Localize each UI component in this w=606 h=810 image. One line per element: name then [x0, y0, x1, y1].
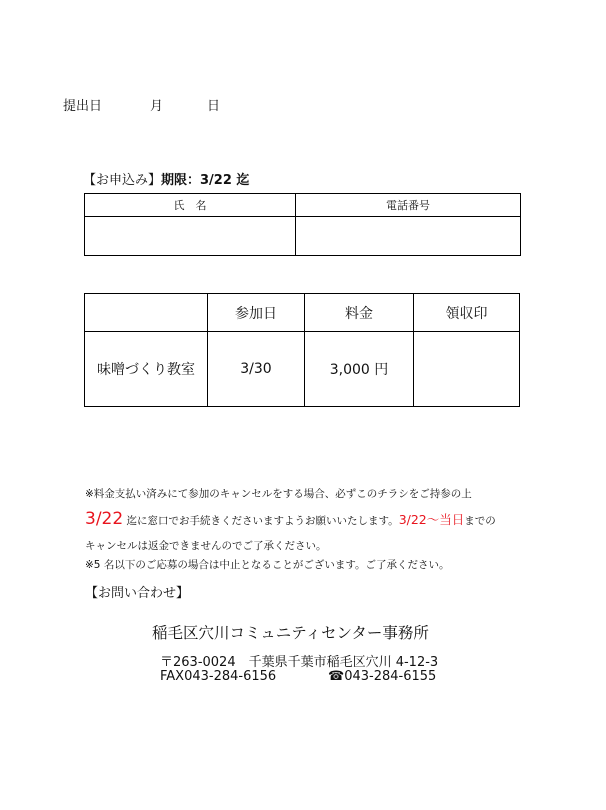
event-fee-cell: 3,000 円 — [305, 332, 414, 407]
org-name: 稲毛区穴川コミュニティセンター事務所 — [152, 624, 429, 642]
application-deadline: 期限：3/22 迄 — [161, 173, 250, 188]
name-cell[interactable] — [85, 217, 296, 256]
contact-table — [84, 193, 521, 256]
submission-month-label: 月 — [150, 99, 164, 114]
inquiry-label: 【お問い合わせ】 — [85, 586, 190, 601]
org-tel — [328, 669, 436, 684]
org-fax: FAX043-284-6156 — [160, 669, 277, 684]
application-heading — [83, 169, 249, 188]
phone-header: 電話番号 — [296, 194, 521, 217]
submission-day-label: 日 — [207, 99, 221, 114]
fee-header-blank — [85, 294, 208, 332]
fee-header-fee: 料金 — [305, 294, 414, 332]
org-address: 〒263-0024 千葉県千葉市稲毛区穴川 4-12-3 — [160, 655, 439, 670]
phone-cell[interactable] — [296, 217, 521, 256]
phone-icon: ☎ — [328, 669, 345, 684]
receipt-stamp-cell[interactable] — [414, 332, 520, 407]
event-name-cell: 味噌づくり教室 — [85, 332, 208, 407]
submission-date-label: 提出日 — [63, 99, 103, 114]
fee-header-stamp: 領収印 — [414, 294, 520, 332]
cancel-note-line4: ※5 名以下のご応募の場合は中止となることがございます。ご了承ください。 — [85, 559, 450, 571]
cancel-note-line2-mid: 迄に窓口でお手続きくださいますようお願いいたします。 — [123, 515, 399, 527]
fee-table — [84, 293, 520, 407]
cancel-note-line2-end: までの — [464, 515, 496, 527]
application-label: 【お申込み】 — [83, 173, 162, 188]
no-refund-period: 3/22～当日 — [398, 512, 465, 527]
cancel-note-line3: キャンセルは返金できませんのでご了承ください。 — [85, 540, 327, 552]
cancel-note-line1: ※料金支払い済みにて参加のキャンセルをする場合、必ずこのチラシをご持参の上 — [85, 488, 472, 500]
event-date-cell: 3/30 — [208, 332, 305, 407]
name-header: 氏 名 — [85, 194, 296, 217]
org-tel-number: 043-284-6155 — [344, 669, 437, 684]
cancel-deadline-date: 3/22 — [85, 509, 124, 529]
fee-header-date: 参加日 — [208, 294, 305, 332]
cancel-note-line2 — [85, 509, 496, 529]
